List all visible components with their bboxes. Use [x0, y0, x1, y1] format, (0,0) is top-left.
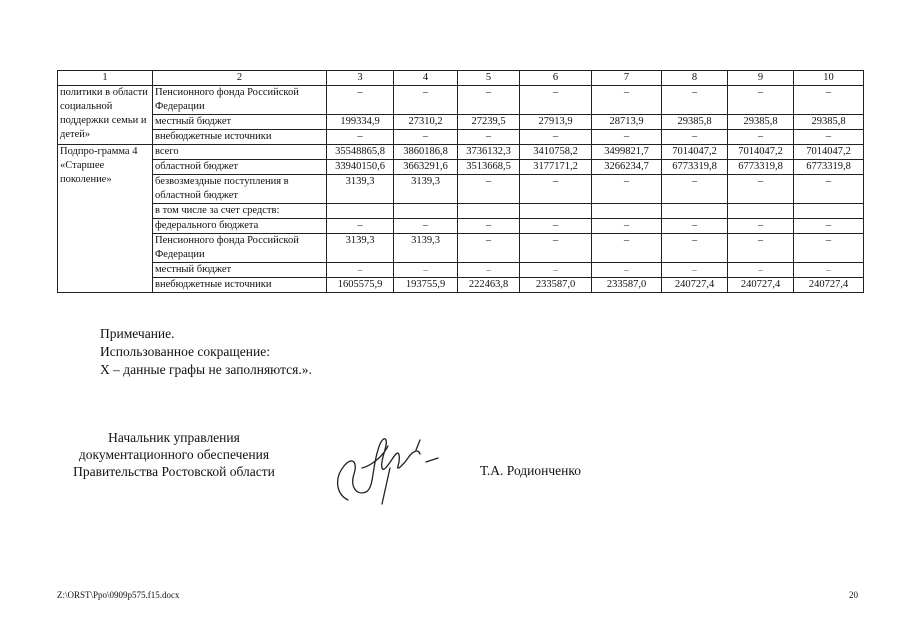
value-cell: 3139,3 [394, 234, 458, 263]
value-cell: 3410758,2 [520, 145, 592, 160]
value-cell [394, 204, 458, 219]
value-cell: – [794, 130, 864, 145]
value-cell: – [728, 263, 794, 278]
note-block [100, 325, 312, 379]
value-cell: – [592, 219, 662, 234]
funding-source: областной бюджет [153, 160, 327, 175]
value-cell: – [327, 263, 394, 278]
value-cell: – [394, 219, 458, 234]
value-cell: – [662, 86, 728, 115]
value-cell: – [592, 234, 662, 263]
funding-source: всего [153, 145, 327, 160]
value-cell: 7014047,2 [728, 145, 794, 160]
note-abbreviation-heading: Использованное сокращение: [100, 344, 270, 359]
value-cell: 29385,8 [728, 115, 794, 130]
value-cell: – [458, 234, 520, 263]
position-line-1: Начальник управления [108, 430, 240, 445]
value-cell: 3139,3 [327, 175, 394, 204]
value-cell: 29385,8 [794, 115, 864, 130]
value-cell: – [592, 86, 662, 115]
value-cell [662, 204, 728, 219]
value-cell: – [458, 175, 520, 204]
value-cell: – [458, 263, 520, 278]
value-cell: – [327, 86, 394, 115]
value-cell: – [662, 175, 728, 204]
value-cell: 3736132,3 [458, 145, 520, 160]
value-cell: 28713,9 [592, 115, 662, 130]
column-number: 9 [728, 71, 794, 86]
page-number: 20 [849, 590, 858, 600]
value-cell: 6773319,8 [662, 160, 728, 175]
note-abbreviation: Х – данные графы не заполняются.». [100, 362, 312, 377]
funding-source: местный бюджет [153, 115, 327, 130]
value-cell: 7014047,2 [794, 145, 864, 160]
value-cell: – [520, 130, 592, 145]
value-cell: – [794, 263, 864, 278]
table-row [58, 278, 864, 293]
value-cell: – [662, 263, 728, 278]
value-cell: – [794, 219, 864, 234]
value-cell: 27239,5 [458, 115, 520, 130]
value-cell: 6773319,8 [794, 160, 864, 175]
funding-source: Пенсионного фонда Российской Федерации [153, 234, 327, 263]
value-cell: 29385,8 [662, 115, 728, 130]
value-cell: – [728, 175, 794, 204]
value-cell: 3499821,7 [592, 145, 662, 160]
value-cell: – [728, 86, 794, 115]
value-cell [794, 204, 864, 219]
value-cell: – [520, 175, 592, 204]
funding-source: внебюджетные источники [153, 130, 327, 145]
funding-source: в том числе за счет средств: [153, 204, 327, 219]
value-cell: 27310,2 [394, 115, 458, 130]
value-cell: – [794, 234, 864, 263]
value-cell: – [327, 219, 394, 234]
value-cell: 199334,9 [327, 115, 394, 130]
column-number: 7 [592, 71, 662, 86]
value-cell: – [327, 130, 394, 145]
value-cell: 7014047,2 [662, 145, 728, 160]
signatory-name: Т.А. Родионченко [480, 463, 581, 478]
value-cell: 240727,4 [794, 278, 864, 293]
position-line-3: Правительства Ростовской области [73, 464, 275, 479]
value-cell: – [662, 219, 728, 234]
handwritten-signature [326, 428, 446, 508]
value-cell: – [592, 130, 662, 145]
value-cell: – [394, 130, 458, 145]
funding-source: Пенсионного фонда Российской Федерации [153, 86, 327, 115]
value-cell: – [520, 263, 592, 278]
value-cell: 3139,3 [394, 175, 458, 204]
program-name: политики в области социальной поддержки семьи и детей» [58, 86, 153, 145]
value-cell: – [728, 234, 794, 263]
value-cell: 240727,4 [662, 278, 728, 293]
position-line-2: документационного обеспечения [78, 447, 270, 462]
funding-source: местный бюджет [153, 263, 327, 278]
value-cell: – [728, 219, 794, 234]
value-cell: – [592, 263, 662, 278]
value-cell: – [394, 263, 458, 278]
value-cell: 233587,0 [520, 278, 592, 293]
column-number: 4 [394, 71, 458, 86]
value-cell: 3266234,7 [592, 160, 662, 175]
value-cell: 193755,9 [394, 278, 458, 293]
table-row [58, 263, 864, 278]
value-cell: 3663291,6 [394, 160, 458, 175]
column-number: 10 [794, 71, 864, 86]
table-row [58, 86, 864, 115]
value-cell: 3513668,5 [458, 160, 520, 175]
table-row [58, 115, 864, 130]
table-row [58, 145, 864, 160]
value-cell [327, 204, 394, 219]
value-cell [520, 204, 592, 219]
table-row [58, 130, 864, 145]
funding-source: федерального бюджета [153, 219, 327, 234]
value-cell [728, 204, 794, 219]
value-cell: 3139,3 [327, 234, 394, 263]
table-row [58, 234, 864, 263]
value-cell: – [728, 130, 794, 145]
value-cell: – [794, 175, 864, 204]
value-cell: – [662, 234, 728, 263]
value-cell: – [520, 219, 592, 234]
signatory-position [56, 429, 292, 480]
file-path: Z:\ORST\Ppo\0909p575.f15.docx [57, 590, 180, 600]
value-cell [592, 204, 662, 219]
value-cell: 240727,4 [728, 278, 794, 293]
value-cell: – [520, 234, 592, 263]
value-cell: 3860186,8 [394, 145, 458, 160]
value-cell: 233587,0 [592, 278, 662, 293]
program-name: Подпро-грамма 4 «Старшее поколение» [58, 145, 153, 293]
value-cell: 3177171,2 [520, 160, 592, 175]
value-cell: 6773319,8 [728, 160, 794, 175]
table-row [58, 175, 864, 204]
column-number: 1 [58, 71, 153, 86]
value-cell: – [520, 86, 592, 115]
value-cell: 27913,9 [520, 115, 592, 130]
value-cell: 35548865,8 [327, 145, 394, 160]
table-row [58, 160, 864, 175]
value-cell [458, 204, 520, 219]
table-row [58, 204, 864, 219]
value-cell: – [794, 86, 864, 115]
value-cell: – [458, 86, 520, 115]
funding-source: безвозмездные поступления в областной бюджет [153, 175, 327, 204]
column-number: 8 [662, 71, 728, 86]
budget-table [57, 70, 864, 293]
header-row [58, 71, 864, 86]
value-cell: – [394, 86, 458, 115]
value-cell: 1605575,9 [327, 278, 394, 293]
funding-source: внебюджетные источники [153, 278, 327, 293]
value-cell: – [458, 219, 520, 234]
value-cell: 222463,8 [458, 278, 520, 293]
column-number: 2 [153, 71, 327, 86]
column-number: 5 [458, 71, 520, 86]
value-cell: – [458, 130, 520, 145]
note-title: Примечание. [100, 326, 175, 341]
value-cell: 33940150,6 [327, 160, 394, 175]
table-row [58, 219, 864, 234]
value-cell: – [592, 175, 662, 204]
column-number: 3 [327, 71, 394, 86]
column-number: 6 [520, 71, 592, 86]
value-cell: – [662, 130, 728, 145]
